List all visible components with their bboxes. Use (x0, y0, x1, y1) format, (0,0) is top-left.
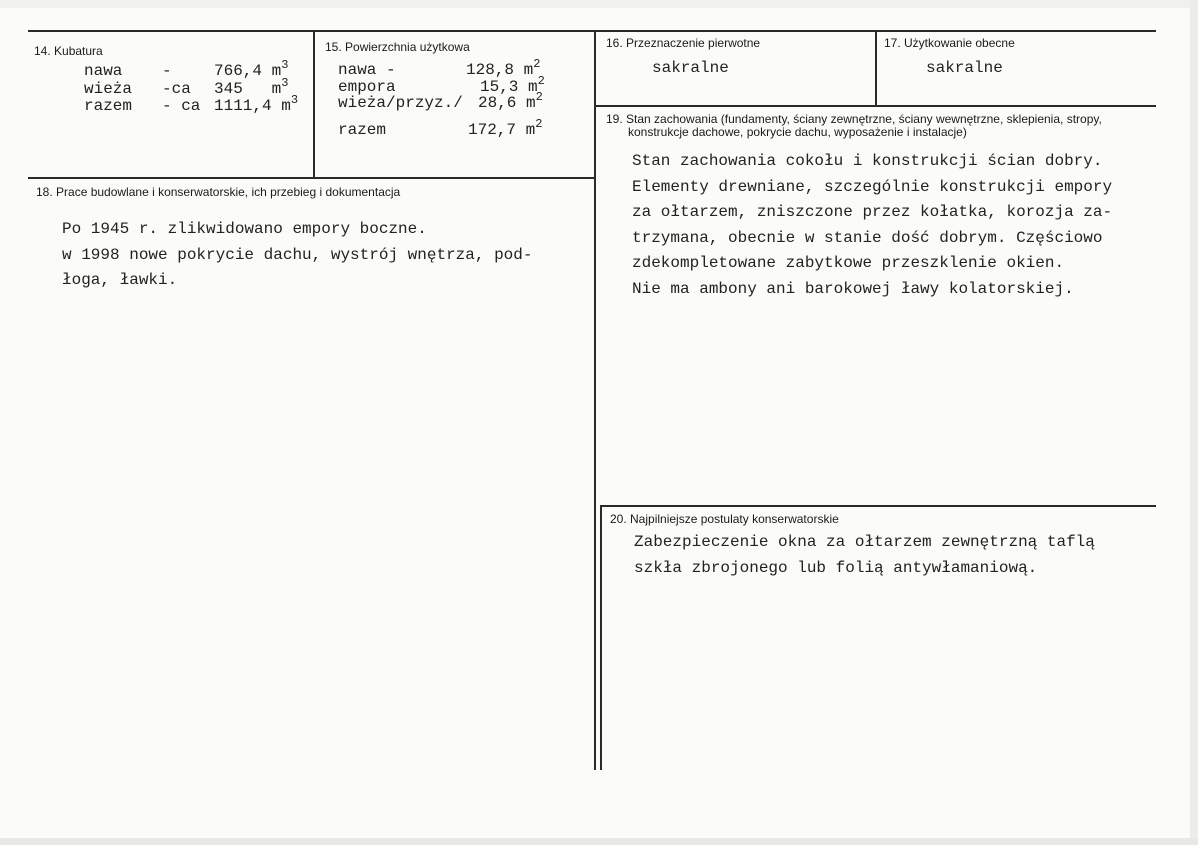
area-name: empora (338, 78, 396, 96)
text-line: Nie ma ambony ani barokowej ławy kolatorskiej. (632, 279, 1074, 298)
kubatura-sep: -ca (162, 80, 191, 98)
kubatura-sep: - (162, 62, 172, 80)
paper-edge-top (0, 0, 1198, 8)
kubatura-name: nawa (84, 62, 123, 80)
rule-col-20 (600, 505, 602, 770)
kubatura-value: 766,4 $m^3$ (214, 58, 289, 80)
section-19-label-line: 19. Stan zachowania (fundamenty, ściany zewnętrzne, ściany wewnętrzne, sklepienia, stropy, (606, 112, 1102, 126)
section-15-label: 15. Powierzchnia użytkowa (325, 40, 470, 54)
section-18-label: 18. Prace budowlane i konserwatorskie, ich przebieg i dokumentacja (36, 185, 401, 199)
section-17-label: 17. Użytkowanie obecne (884, 36, 1015, 50)
section-16-label: 16. Przeznaczenie pierwotne (606, 36, 761, 50)
area-value: 28,6 $m^2$ (478, 90, 543, 112)
text-line: zdekompletowane zabytkowe przeszklenie okien. (632, 254, 1065, 272)
text-line: Elementy drewniane, szczególnie konstrukcji empory (632, 177, 1113, 196)
area-total-value: 172,7 $m^2$ (468, 117, 543, 139)
paper-edge-right (1190, 0, 1198, 845)
rule-col-main (594, 30, 596, 770)
rule-col-14-15 (313, 30, 315, 178)
rule-19-bottom (600, 505, 1156, 507)
kubatura-name: razem (84, 97, 133, 115)
area-value: 128,8 $m^2$ (466, 57, 541, 79)
text-line: Zabezpieczenie okna za ołtarzem zewnętrzną taflą (634, 533, 1095, 551)
kubatura-value: 345 $m^3$ (214, 76, 289, 98)
area-total-name: razem (338, 121, 387, 139)
text-line: za ołtarzem, zniszczone przez kołatka, korozja za- (632, 203, 1113, 221)
area-name: nawa - (338, 61, 396, 79)
section-16-value: sakralne (652, 59, 729, 77)
section-20-label: 20. Najpilniejsze postulaty konserwatorskie (610, 512, 839, 526)
text-line: trzymana, obecnie w stanie dość dobrym. Częściowo (632, 228, 1103, 247)
rule-14-15-bottom (28, 177, 596, 179)
section-19-label (606, 113, 1102, 138)
section-18-text (62, 217, 532, 294)
text-line: w 1998 nowe pokrycie dachu, wystrój wnętrza, pod- (62, 245, 533, 264)
kubatura-sep: - ca (162, 97, 201, 115)
rule-16-17-bottom (594, 105, 1156, 107)
text-line: łoga, ławki. (62, 271, 178, 289)
section-14-label: 14. Kubatura (34, 44, 103, 58)
text-line: Stan zachowania cokołu i konstrukcji ścian dobry. (632, 152, 1103, 170)
paper-edge-bottom (0, 838, 1198, 845)
section-19-text (632, 149, 1112, 302)
section-19-label-line: konstrukcje dachowe, pokrycie dachu, wyposażenie i instalacje) (628, 124, 967, 139)
rule-top (28, 30, 1156, 32)
kubatura-name: wieża (84, 80, 133, 98)
text-line: szkła zbrojonego lub folią antywłamaniową. (634, 558, 1038, 577)
rule-col-16-17 (875, 30, 877, 106)
kubatura-value: 1111,4 $m^3$ (214, 93, 299, 115)
text-line: Po 1945 r. zlikwidowano empory boczne. (62, 220, 427, 238)
section-20-text (634, 530, 1095, 581)
section-17-value: sakralne (926, 59, 1003, 77)
area-value: 15,3 $m^2$ (480, 74, 545, 96)
area-name: wieża/przyz./ (338, 94, 463, 112)
